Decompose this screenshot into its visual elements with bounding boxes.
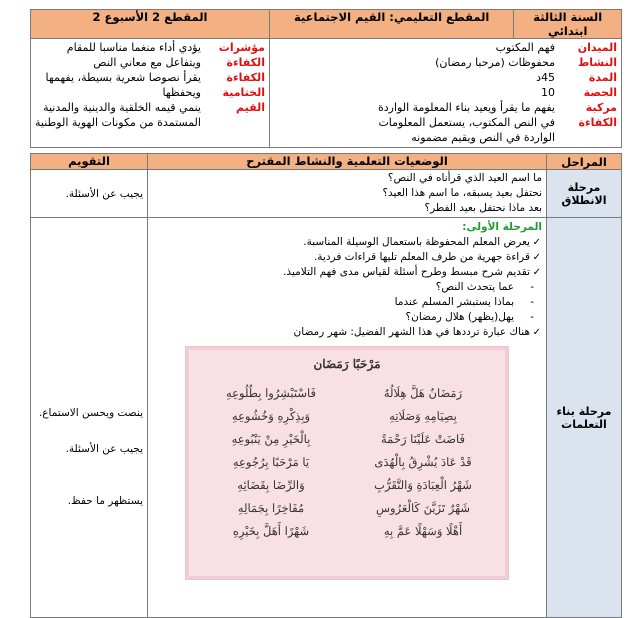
verse: أَهْلًا وَسَهْلًا عَمَّ بِهِ <box>383 524 463 538</box>
label-competence-a: الكفاءة <box>226 56 265 69</box>
info-block <box>269 39 621 148</box>
label-duration: المدة <box>588 71 617 84</box>
launch-evaluation: يجيب عن الأسئلة. <box>31 170 148 218</box>
verse: بِالْخَيْرِ مِنْ يَنْبُوعِهِ <box>231 432 311 446</box>
verse: فَاسْتَبْشِرُوا بِطُلُوعِهِ <box>226 386 316 400</box>
lesson-info-table <box>30 9 622 148</box>
build-evaluation <box>31 218 148 618</box>
evaluation-header: التقويم <box>31 154 148 170</box>
eval-answer: يجيب عن الأسئلة. <box>65 443 143 455</box>
verse: وَالرِّضَا بِقَضَائِهِ <box>237 478 305 492</box>
info-values <box>378 40 555 145</box>
verse: وَبِذِكْرِهِ وَخُشُوعِهِ <box>231 409 311 423</box>
label-session: الحصة <box>583 86 617 99</box>
situations-header: الوضعيات التعلمية والنشاط المقترح <box>148 154 547 170</box>
launch-question-1: ما اسم العيد الذي قرأناه في النص؟ <box>387 172 542 184</box>
launch-question-3: بعد ماذا نحتفل بعيد الفطر؟ <box>424 202 542 214</box>
poem-title: مَرْحَبًا رَمَضَان <box>313 357 381 371</box>
verse: شَهْرُ الْعِبَادَةِ وَالتَّقَرُّبِ <box>374 478 472 492</box>
label-component: مركبة <box>585 101 617 114</box>
label-values: القيم <box>236 101 265 114</box>
indicator-value-6: المستمدة من مكونات الهوية الوطنية <box>35 116 201 129</box>
verse: بِصِيَامِهِ وَصَلَاتِهِ <box>389 409 457 423</box>
poem-image <box>185 346 509 580</box>
poem-verses <box>186 371 508 541</box>
value-domain: فهم المكتوب <box>495 41 555 54</box>
eval-recite: يستظهر ما حفظ. <box>67 495 143 507</box>
step-2: ✓ قراءة جهرية من طرف المعلم تليها قراءات فردية. <box>152 250 530 265</box>
eval-listen: ينصت ويحسن الاستماع. <box>38 407 143 419</box>
value-activity: محفوظات (مرحبا رمضان) <box>435 56 555 69</box>
value-component-2: في النص المكتوب، يستعمل المعلومات <box>378 116 555 129</box>
verse: رَمَضَانُ هَلَّ هِلَالُهُ <box>383 386 463 400</box>
label-activity: النشاط <box>577 56 617 69</box>
build-stage: مرحلة بناء التعلمات <box>547 218 622 618</box>
value-duration: 45د <box>536 71 555 84</box>
level-cell: السنة الثالثة ابتدائي <box>514 10 622 39</box>
verse: شَهْرًا أَهَلَّ بِخَيْرِهِ <box>232 524 310 538</box>
info-labels <box>555 40 617 145</box>
build-steps <box>152 235 542 340</box>
value-component-1: يفهم ما يقرأ ويعيد بناء المعلومة الواردة <box>378 101 555 114</box>
label-final: الختامية <box>222 86 265 99</box>
launch-stage: مرحلة الانطلاق <box>547 170 622 218</box>
phase-title: المرحلة الأولى: <box>462 221 542 233</box>
stages-header: المراحل <box>547 154 622 170</box>
label-competence: الكفاءة <box>578 116 617 129</box>
sequence-cell: المقطع 2 الأسبوع 2 <box>31 10 270 39</box>
indicator-value-4: ويحفظها <box>162 86 201 99</box>
indicators-block <box>31 39 270 148</box>
indicator-labels <box>201 40 265 130</box>
indicator-value-3: يقرأ نصوصا شعرية بسيطة، يفهمها <box>45 71 201 84</box>
step-1: ✓ يعرض المعلم المحفوظة باستعمال الوسيلة المناسبة. <box>152 235 530 250</box>
verse: يَا مَرْحَبًا بِرُجُوعِهِ <box>232 455 310 469</box>
indicator-value-1: يؤدي أداء منغما مناسبا للمقام <box>66 41 201 54</box>
question-2: - بماذا يستبشر المسلم عندما <box>152 295 530 310</box>
launch-content <box>148 170 547 218</box>
step-3: ✓ تقديم شرح مبسط وطرح أسئلة لقياس مدى فهم التلاميذ. <box>152 265 530 280</box>
build-content <box>148 218 547 618</box>
label-competence-b: الكفاءة <box>226 71 265 84</box>
verse: قَدْ عَادَ يُشْرِقُ بِالْهُدَى <box>374 455 472 469</box>
indicator-value-2: ويتفاعل مع معاني النص <box>93 56 201 69</box>
verse: شَهْرٌ تَزَيَّنَ كَالْعَرُوسِ <box>375 501 471 515</box>
label-indicators: مؤشرات <box>218 41 265 54</box>
question-3: - يهل(يظهر) هلال رمضان؟ <box>152 310 530 325</box>
indicator-value-5: ينمي قيمه الخلقية والدينية والمدنية <box>43 101 201 114</box>
label-domain: الميدان <box>577 41 617 54</box>
domain-cell: المقطع التعليمي: القيم الاجتماعية <box>269 10 513 39</box>
question-1: - عما يتحدث النص؟ <box>152 280 530 295</box>
verse: مُفَاخِرًا بِجَمَالِهِ <box>237 501 305 515</box>
indicator-values <box>35 40 201 130</box>
value-component-3: الواردة في النص ويقيم مضمونه <box>411 131 555 144</box>
value-session: 10 <box>541 86 555 99</box>
step-4: ✓ هناك عبارة ترددها في هذا الشهر الفضيل: شهر رمضان <box>152 325 530 340</box>
lesson-stages-table <box>30 153 622 618</box>
launch-question-2: نحتفل بعيد يسبقه، ما اسم هذا العيد؟ <box>382 187 542 199</box>
verse: فَاضَتْ عَلَيْنَا رَحْمَةً <box>381 432 465 446</box>
